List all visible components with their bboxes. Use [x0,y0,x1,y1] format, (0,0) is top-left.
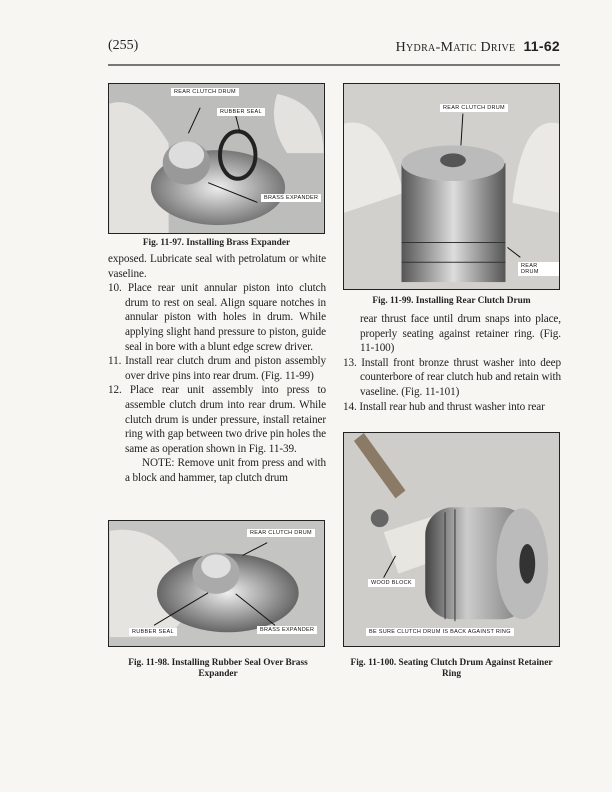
right-column-text [343,312,561,414]
caption-fig-11-100: Fig. 11-100. Seating Clutch Drum Against Retainer Ring [350,658,553,679]
label-be-sure-clutch-drum: BE SURE CLUTCH DRUM IS BACK AGAINST RING [366,628,514,636]
page-number: 11-62 [523,38,560,54]
figure-11-97-photo [108,83,325,234]
figure-11-99-photo [343,83,560,290]
note: NOTE: Remove unit from press and with a block and hammer, tap clutch drum [125,457,326,484]
label-rear-clutch-drum: REAR CLUTCH DRUM [440,104,508,112]
figure-11-100-photo [343,432,560,647]
label-brass-expander: BRASS EXPANDER [257,626,317,634]
label-rear-clutch-drum: REAR CLUTCH DRUM [247,529,315,537]
label-brass-expander: BRASS EXPANDER [261,194,321,202]
step-11: 11. Install rear clutch drum and piston assembly over drive pins into rear drum. (Fig. 11-99) [108,355,326,382]
step-13: 13. Install front bronze thrust washer into deep counterbore of rear clutch hub and retain with vaseline. (Fig. 11-101) [343,356,561,398]
caption-fig-11-98: Fig. 11-98. Installing Rubber Seal Over Brass Expander [128,658,308,679]
left-column-text [108,252,326,486]
label-rear-drum: REAR DRUM [518,262,559,276]
running-header [396,38,560,56]
header-rule [108,64,560,66]
label-rubber-seal: RUBBER SEAL [217,108,265,116]
step-10: 10. Place rear unit annular piston into clutch drum to rest on seal. Align square notches in annular piston with holes in drum. While applying slight hand pressure to piston, guide seal in bore with a blunt edge screw driver. [108,282,326,353]
caption-fig-11-97: Fig. 11-97. Installing Brass Expander [142,238,291,248]
paragraph: rear thrust face until drum snaps into place, properly seating against retainer ring. (Fig. 11-100) [360,313,561,355]
paragraph: exposed. Lubricate seal with petrolatum or white vaseline. [108,253,326,280]
label-rubber-seal: RUBBER SEAL [129,628,177,636]
figure-11-98-photo [108,520,325,647]
label-wood-block: WOOD BLOCK [368,579,415,587]
step-12: 12. Place rear unit assembly into press to assemble clutch drum into rear drum. While clutch drum is under pressure, install retainer ring with gap between two drive pin holes the same as operation shown in Fig. 11-39. [108,384,326,455]
page-reference: (255) [108,38,139,53]
section-title: Hydra-Matic Drive [395,40,516,55]
caption-fig-11-99: Fig. 11-99. Installing Rear Clutch Drum [372,296,531,306]
step-14: 14. Install rear hub and thrust washer into rear [343,400,545,413]
label-rear-clutch-drum: REAR CLUTCH DRUM [171,88,239,96]
